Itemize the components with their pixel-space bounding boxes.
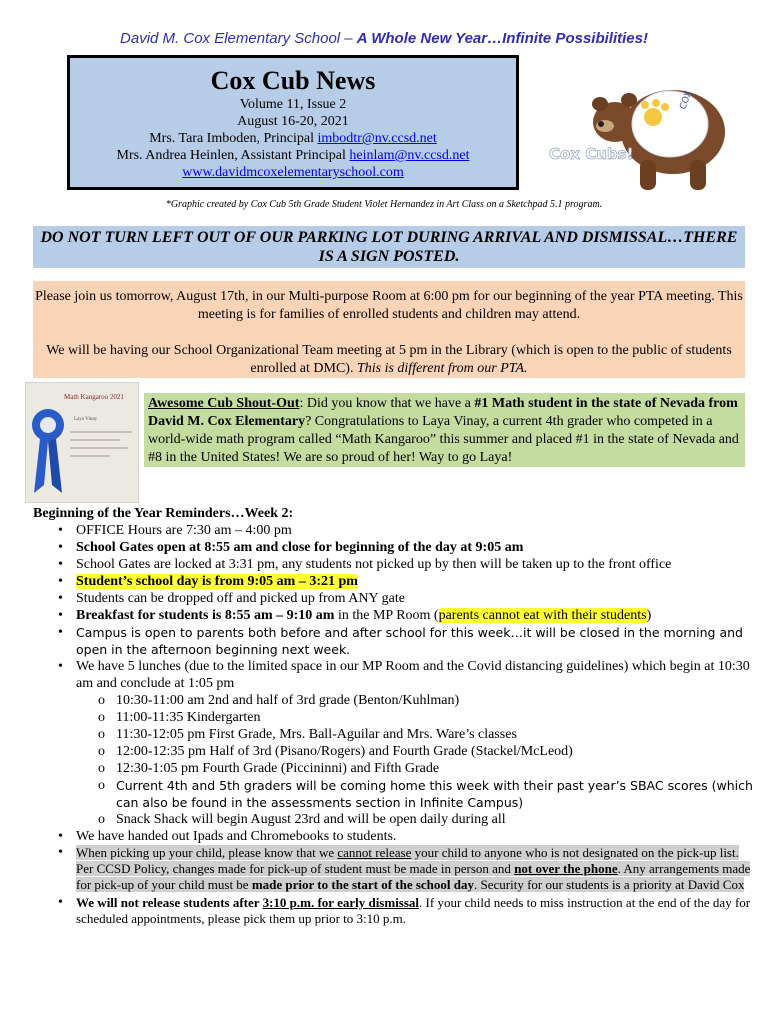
list-item: • We have 5 lunches (due to the limited space in our MP Room and the Covid distancing guidelines) which begin at 10:30 am and conclude at 1:05 pm o 10:30-11:00 am 2nd and half of 3rd grade (Benton/Kuhlman) o 11:00-11:35 Kindergarten o 11:30-12:05 pm First Grade, Mrs. Ball-Aguilar and Mrs. Ware’s classes o 12:00-12:35 pm Half of 3rd (Pisano/Rogers) and Fourth Grade (Stackel/McLeod) o 12:30-1:05 pm Fourth Grade (Piccininni) and Fifth Grade o Current 4th and 5th graders will be coming home this week with their past year’s SBAC scores (which can also be found in the assessments section in Infinite Campus) o Snack Shack will begin August 23rd and will be open daily during all — [58, 659, 753, 827]
shout-out-heading: Awesome Cub Shout-Out — [148, 396, 300, 411]
list-item: o 12:00-12:35 pm Half of 3rd (Pisano/Rogers) and Fourth Grade (Stackel/McLeod) — [98, 744, 573, 759]
list-item: • Breakfast for students is 8:55 am – 9:10 am in the MP Room (parents cannot eat with their students) — [58, 608, 652, 623]
principal-label: Mrs. Tara Imboden, Principal — [149, 131, 318, 146]
parking-warning: DO NOT TURN LEFT OUT OF OUR PARKING LOT DURING ARRIVAL AND DISMISSAL…THERE IS A SIGN POSTED. — [33, 226, 745, 268]
snack-shack-note: Snack Shack will begin August 23rd and will be open daily during all — [116, 812, 506, 827]
masthead-box — [67, 55, 519, 190]
lunch-5: 12:30-1:05 pm Fourth Grade (Piccininni) and Fifth Grade — [116, 761, 440, 776]
bear-icon — [592, 90, 725, 190]
website-line — [70, 164, 516, 181]
reminders-heading: Beginning of the Year Reminders…Week 2: — [33, 506, 294, 521]
lunch-4: 12:00-12:35 pm Half of 3rd (Pisano/Rogers) and Fourth Grade (Stackel/McLeod) — [116, 744, 573, 759]
pickup-not-phone: not over the phone — [514, 861, 618, 876]
pta-paragraph-1: Please join us tomorrow, August 17th, in our Multi-purpose Room at 6:00 pm for our beginning of the year PTA meeting. This meeting is for families of enrolled students and children may attend. — [35, 289, 743, 322]
assistant-email-link[interactable]: heinlam@nv.ccsd.net — [349, 148, 470, 163]
graphic-credit: *Graphic created by Cox Cub 5th Grade Student Violet Hernandez in Art Class on a Sketchpad 5.1 program. — [165, 199, 603, 210]
sbac-scores-note: Current 4th and 5th graders will be coming home this week with their past year’s SBAC scores (which can also be found in the assessments section in Infinite Campus) — [116, 778, 753, 810]
lunch-2: 11:00-11:35 Kindergarten — [116, 710, 261, 725]
pickup-policy — [76, 845, 750, 892]
principal-line — [70, 130, 516, 147]
gate-hours: School Gates open at 8:55 am and close for beginning of the day at 9:05 am — [76, 540, 524, 555]
lunch-3: 11:30-12:05 pm First Grade, Mrs. Ball-Aguilar and Mrs. Ware’s classes — [116, 727, 517, 742]
pickup-cannot-release: cannot release — [337, 845, 412, 860]
cox-cub-bear-graphic — [545, 62, 745, 197]
list-item: o 11:00-11:35 Kindergarten — [98, 710, 261, 725]
certificate-name: Laya Vinay — [74, 417, 98, 422]
header-banner — [0, 30, 768, 47]
office-hours: OFFICE Hours are 7:30 am – 4:00 pm — [76, 523, 292, 538]
math-kangaroo-certificate-photo — [25, 382, 139, 503]
reminders-section — [33, 505, 753, 927]
pickup-d: . Security for our students is a priority at David Cox — [474, 877, 745, 892]
early-time: 3:10 p.m. for early dismissal — [262, 895, 420, 910]
pickup-c: . Any arrangements made for pick-up of your child must be — [76, 861, 751, 892]
list-item: o 11:30-12:05 pm First Grade, Mrs. Ball-Aguilar and Mrs. Ware’s classes — [98, 727, 517, 742]
newsletter-title: Cox Cub News — [210, 66, 376, 95]
shout-out-box — [144, 393, 745, 467]
school-day-hours: Student’s school day is from 9:05 am – 3:21 pm — [76, 574, 358, 589]
list-item: • We will not release students after 3:10 p.m. for early dismissal. If your child needs to miss instruction at the end of the day for scheduled appointments, please pick them up prior to 3:10 p.m. — [58, 895, 751, 926]
early-a: We will not release students after — [76, 895, 263, 910]
lunch-list — [76, 692, 753, 828]
list-item: • We have handed out Ipads and Chromebooks to students. — [58, 829, 397, 844]
reminders-heading-text: Beginning of the Year Reminders…Week 2 — [33, 506, 289, 521]
pta-note: This is different from our PTA. — [356, 361, 528, 376]
breakfast-location: in the MP Room ( — [334, 608, 439, 623]
list-item: • Students can be dropped off and picked up from ANY gate — [58, 591, 405, 606]
shirt-text: COX — [678, 89, 695, 112]
assistant-line — [70, 147, 516, 164]
breakfast-hours: Breakfast for students is 8:55 am – 9:10 am — [76, 608, 335, 623]
list-item: • School Gates are locked at 3:31 pm, any students not picked up by then will be taken up to the front office — [58, 557, 672, 572]
parents-note: parents cannot eat with their students — [438, 608, 647, 623]
dates: August 16-20, 2021 — [237, 114, 349, 129]
cox-cubs-label: Cox Cubs! — [549, 145, 634, 163]
school-name: David M. Cox Elementary School – — [120, 30, 357, 47]
shout-out-text-b: ? Congratulations to Laya Vinay, a current 4th grader who competed in a world-wide math program called “Math Kangaroo” this summer and placed #1 in the state of Nevada and #8 in the United States! We are so proud of her! Way to go Laya! — [148, 414, 739, 465]
gate-lock: School Gates are locked at 3:31 pm, any students not picked up by then will be taken up to the front office — [76, 557, 672, 572]
assistant-label: Mrs. Andrea Heinlen, Assistant Principal — [116, 148, 350, 163]
pta-paragraph-2 — [33, 342, 745, 378]
list-item: o 12:30-1:05 pm Fourth Grade (Piccininni) and Fifth Grade — [98, 761, 440, 776]
campus-open-note: Campus is open to parents both before and after school for this week…it will be closed in the morning and open in the afternoon beginning next week. — [76, 625, 743, 657]
lunch-intro: We have 5 lunches (due to the limited space in our MP Room and the Covid distancing guidelines) which begin at 10:30 am and conclude at 1:05 pm — [76, 659, 750, 691]
website-link[interactable]: www.davidmcoxelementaryschool.com — [182, 165, 404, 180]
shout-out-bold: #1 Math student in the state of Nevada from David M. Cox Elementary — [148, 396, 738, 429]
pickup-a: When picking up your child, please know that we — [76, 845, 338, 860]
tagline: A Whole New Year…Infinite Possibilities! — [356, 30, 648, 47]
drop-off-note: Students can be dropped off and picked up from ANY gate — [76, 591, 405, 606]
list-item: • Campus is open to parents both before and after school for this week…it will be closed in the morning and open in the afternoon beginning next week. — [58, 625, 743, 657]
list-item: o Snack Shack will begin August 23rd and will be open daily during all — [98, 812, 506, 827]
devices-note: We have handed out Ipads and Chromebooks to students. — [76, 829, 397, 844]
list-item: • Student’s school day is from 9:05 am – 3:21 pm — [58, 574, 358, 589]
reminders-list — [33, 522, 753, 927]
breakfast-close: ) — [646, 608, 652, 623]
ribbon-icon — [30, 405, 66, 497]
list-item: • When picking up your child, please know that we cannot release your child to anyone who is not designated on the pick-up list. Per CCSD Policy, changes made for pick-up of student must be made in person and not over the phone. Any arrangements made for pick-up of your child must be made prior to the start of the school day. Security for our students is a priority at David Cox — [58, 845, 751, 892]
sot-meeting-text: We will be having our School Organizational Team meeting at 5 pm in the Library (which is open to the public of students enrolled at DMC). — [46, 343, 732, 376]
list-item: • School Gates open at 8:55 am and close for beginning of the day at 9:05 am — [58, 540, 524, 555]
list-item: • OFFICE Hours are 7:30 am – 4:00 pm — [58, 523, 292, 538]
early-b: . If your child needs to miss instruction at the end of the day for scheduled appointments, please pick them up prior to 3:10 p.m. — [76, 895, 751, 926]
list-item: o 10:30-11:00 am 2nd and half of 3rd grade (Benton/Kuhlman) — [98, 693, 460, 708]
shout-out-text-a: : Did you know that we have a — [299, 396, 475, 411]
lunch-1: 10:30-11:00 am 2nd and half of 3rd grade (Benton/Kuhlman) — [116, 693, 460, 708]
list-item: o Current 4th and 5th graders will be coming home this week with their past year’s SBAC scores (which can also be found in the assessments section in Infinite Campus) — [98, 778, 753, 810]
principal-email-link[interactable]: imbodtr@nv.ccsd.net — [317, 131, 437, 146]
certificate-title: Math Kangaroo 2021 — [64, 393, 124, 401]
volume: Volume 11, Issue 2 — [239, 97, 347, 112]
pta-announcement — [33, 281, 745, 378]
pickup-prior: made prior to the start of the school day — [251, 877, 475, 892]
pickup-b: your child to anyone who is not designated on the pick-up list. Per CCSD Policy, changes made for pick-up of student must be made in person and — [76, 845, 739, 876]
